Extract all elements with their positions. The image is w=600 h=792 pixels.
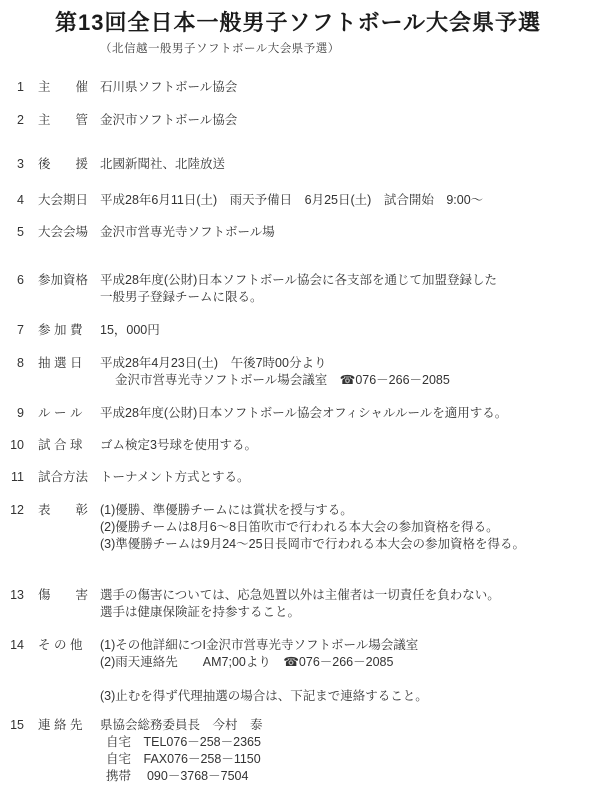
item-content [100,437,600,454]
item-content [100,112,600,129]
item-number: 11 [11,470,24,484]
item-line: 金沢市ソフトボール協会 [100,113,238,127]
item-line: 自宅 FAX076－258－1150 [106,752,261,766]
item-line: 平成28年度(公財)日本ソフトボール協会に各支部を通じて加盟登録した [100,273,497,287]
item-number: 13 [10,588,24,602]
item-row-3 [0,156,600,173]
item-content [100,272,600,306]
item-label: 試 合 球 [38,438,83,452]
item-line: 15，000円 [100,323,160,337]
item-row-7 [0,322,600,339]
item-content [100,405,600,422]
item-row-4 [0,192,600,209]
item-line: トーナメント方式とする。 [100,470,250,484]
item-line: 携帯 090－3768－7504 [106,769,249,783]
item-label: 試合方法 [38,470,89,484]
item-line: (1)その他詳細につI金沢市営専光寺ソフトボール場会議室 [100,638,419,652]
item-label: 傷 害 [38,588,89,602]
item-number: 3 [17,157,24,171]
item-row-15 [0,717,600,785]
item-label: 表 彰 [38,503,89,517]
item-line: ゴム検定3号球を使用する。 [100,438,257,452]
item-line: 平成28年6月11日(土) 雨天予備日 6月25日(土) 試合開始 9:00～ [100,193,484,207]
item-content [100,717,600,785]
item-content [100,322,600,339]
item-line: 石川県ソフトボール協会 [100,80,238,94]
item-label: 参 加 費 [38,323,83,337]
item-number: 6 [17,273,24,287]
item-content [100,79,600,96]
page-subtitle: （北信越一般男子ソフトボール大会県予選） [100,43,340,55]
item-line: 平成28年度(公財)日本ソフトボール協会オフィシャルルールを適用する。 [100,406,508,420]
page-title: 第13回全日本一般男子ソフトボール大会県予選 [55,10,542,35]
item-line: (3)準優勝チームは9月24～25日長岡市で行われる本大会の参加資格を得る。 [100,537,526,551]
item-label: ル ー ル [38,406,83,420]
item-number: 5 [17,225,24,239]
item-label: 連 絡 先 [38,718,83,732]
item-row-12 [0,502,600,553]
item-line: 一般男子登録チームに限る。 [100,290,263,304]
item-number: 7 [17,323,24,337]
item-line: (1)優勝、準優勝チームには賞状を授与する。 [100,503,353,517]
item-line: (3)止むを得ず代理抽選の場合は、下記まで連絡すること。 [100,689,428,703]
item-line: 北國新聞社、北陸放送 [100,157,226,171]
item-content [100,469,600,486]
item-row-5 [0,224,600,241]
item-content [100,156,600,173]
item-row-13 [0,587,600,621]
item-line: 金沢市営専光寺ソフトボール場 [100,225,275,239]
item-label: 主 管 [38,113,89,127]
item-row-6 [0,272,600,306]
item-row-9 [0,405,600,422]
item-label: 抽 選 日 [38,356,83,370]
item-row-2 [0,112,600,129]
item-content [100,587,600,621]
item-line: 自宅 TEL076－258－2365 [106,735,261,749]
item-label: 後 援 [38,157,89,171]
item-label: 主 催 [38,80,89,94]
item-line: 金沢市営専光寺ソフトボール場会議室 ☎076－266－2085 [115,373,450,387]
item-line: 選手は健康保険証を持参すること。 [100,605,301,619]
item-number: 10 [10,438,24,452]
item-line: (2)優勝チームは8月6～8日笛吹市で行われる本大会の参加資格を得る。 [100,520,499,534]
item-number: 4 [17,193,24,207]
item-row-8 [0,355,600,389]
item-content [100,355,600,389]
item-line-blank [100,671,600,688]
item-row-10 [0,437,600,454]
item-number: 8 [17,356,24,370]
item-line: 選手の傷害については、応急処置以外は主催者は一切責任を負わない。 [100,588,500,602]
item-content [100,224,600,241]
item-line: (2)雨天連絡先 AM7;00より ☎076－266－2085 [100,655,394,669]
item-content [100,192,600,209]
items-list [0,79,600,785]
item-content [100,637,600,705]
item-number: 9 [17,406,24,420]
item-content [100,502,600,553]
item-line: 県協会総務委員長 今村 泰 [100,718,263,732]
item-line: 平成28年4月23日(土) 午後7時00分より [100,356,327,370]
item-number: 12 [10,503,24,517]
item-number: 15 [10,718,24,732]
item-label: 参加資格 [38,273,89,287]
item-label: 大会会場 [38,225,89,239]
item-row-11 [0,469,600,486]
item-number: 1 [17,80,24,94]
item-label: そ の 他 [38,638,83,652]
item-number: 14 [10,638,24,652]
item-row-1 [0,79,600,96]
item-row-14 [0,637,600,705]
item-number: 2 [17,113,24,127]
item-label: 大会期日 [38,193,89,207]
